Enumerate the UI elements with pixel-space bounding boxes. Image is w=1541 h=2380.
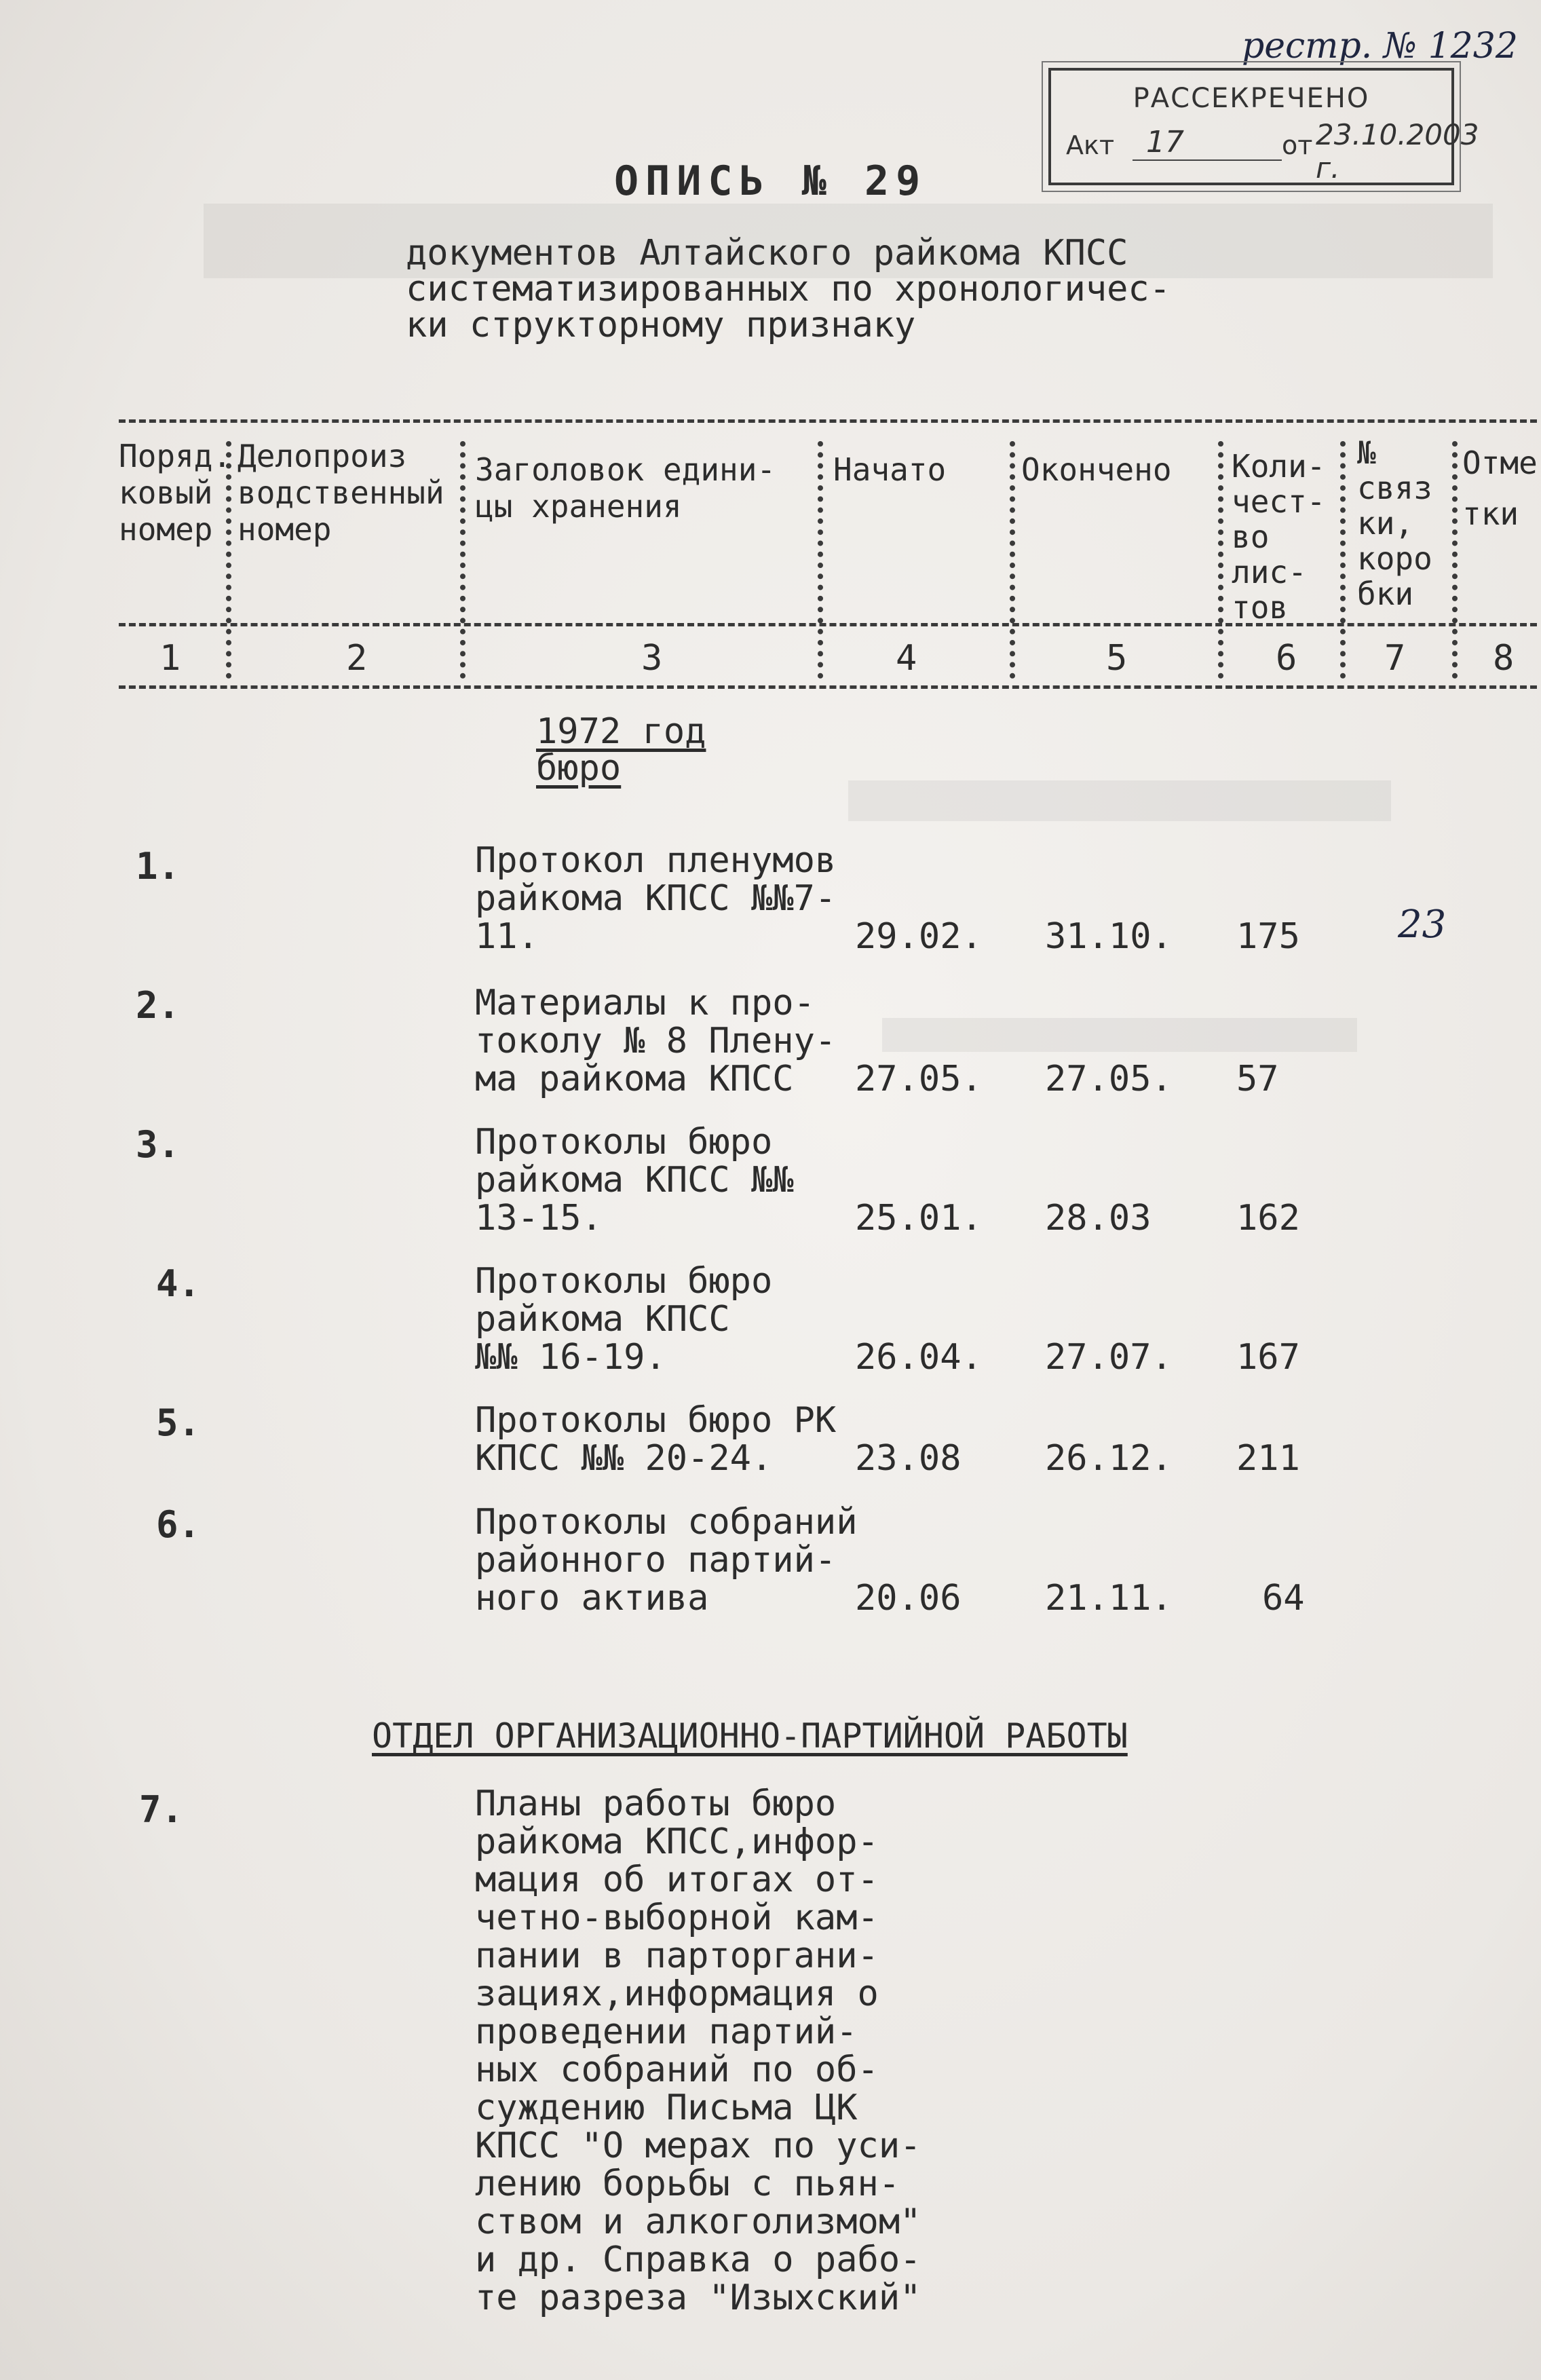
header-col6-line4: лис- [1232, 554, 1307, 590]
header-col6-line2: чест- [1232, 483, 1326, 520]
column-number: 5 [1106, 638, 1128, 679]
column-number: 2 [346, 638, 368, 679]
column-number: 8 [1493, 638, 1515, 679]
declassified-stamp [1048, 68, 1479, 185]
row-number: 7. [139, 1788, 184, 1831]
row-title-line: мация об итогах от- [475, 1859, 879, 1900]
header-col8-line2: тки [1462, 495, 1519, 532]
row-number: 3. [136, 1123, 180, 1166]
header-col2-line1: Делопроиз [237, 438, 407, 474]
stamp-act-label: Акт [1066, 130, 1115, 160]
header-mid-rule [119, 623, 1537, 626]
row-title-line: пании в парторгани- [475, 1935, 879, 1976]
row-title-line: те разреза "Изыхский" [475, 2278, 921, 2318]
column-number: 7 [1384, 638, 1406, 679]
header-col7-line2: связ [1357, 470, 1432, 506]
year-heading: 1972 год [536, 711, 706, 752]
row-start-date: 20.06 [855, 1578, 962, 1619]
row-sheet-count: 64 [1262, 1578, 1305, 1619]
subtitle-line-2: систематизированных по хронологичес- [406, 269, 1171, 309]
row-title-line: Протокол пленумов [475, 840, 837, 881]
row-note: 23 [1398, 903, 1447, 947]
section-bureau: бюро [536, 748, 622, 789]
header-col1-line3: номер [119, 511, 213, 548]
row-title-line: КПСС №№ 20-24. [475, 1438, 773, 1479]
subtitle-line-1: документов Алтайского райкома КПСС [406, 233, 1128, 273]
row-title-line: 13-15. [475, 1198, 603, 1239]
row-end-date: 31.10. [1045, 916, 1173, 957]
column-separator [1340, 441, 1346, 679]
row-title-line: №№ 16-19. [475, 1337, 666, 1378]
header-col7-line4: коро [1357, 540, 1432, 577]
row-title-line: проведении партий- [475, 2011, 858, 2052]
row-title-line: лению борьбы с пьян- [475, 2164, 900, 2204]
row-title-line: Протоколы бюро РК [475, 1400, 837, 1441]
header-bottom-rule [119, 685, 1537, 689]
header-col7-line1: № [1357, 434, 1376, 471]
row-number: 1. [136, 845, 180, 888]
row-sheet-count: 162 [1236, 1198, 1300, 1239]
header-col7-line5: бки [1357, 575, 1414, 612]
header-col8-line1: Отме [1462, 445, 1538, 481]
section-org-heading: ОТДЕЛ ОРГАНИЗАЦИОННО-ПАРТИЙНОЙ РАБОТЫ [372, 1716, 1128, 1756]
header-col2-line2: водственный [237, 474, 444, 511]
stamp-act-number: 17 [1133, 125, 1282, 161]
column-number: 1 [159, 638, 181, 679]
row-start-date: 27.05. [855, 1059, 983, 1099]
row-title-line: районного партий- [475, 1540, 837, 1581]
registration-note: рестр. № 1232 [1242, 26, 1518, 67]
row-start-date: 29.02. [855, 916, 983, 957]
header-col1-line1: Поряд. [119, 438, 232, 474]
row-start-date: 23.08 [855, 1438, 962, 1479]
bleed-through-band [882, 1018, 1357, 1052]
column-separator [1218, 441, 1223, 679]
header-col2-line3: номер [237, 511, 332, 548]
column-separator [226, 441, 231, 679]
row-sheet-count: 167 [1236, 1337, 1300, 1378]
column-separator [460, 441, 465, 679]
row-title-line: суждению Письма ЦК [475, 2088, 858, 2128]
row-title-line: четно-выборной кам- [475, 1897, 879, 1938]
header-top-rule [119, 419, 1537, 423]
row-title-line: зациях,информация о [475, 1973, 879, 2014]
stamp-title: РАССЕКРЕЧЕНО [1133, 83, 1370, 114]
header-col6-line5: тов [1232, 589, 1289, 626]
row-title-line: Планы работы бюро [475, 1783, 837, 1824]
column-separator [818, 441, 823, 679]
row-title-line: Протоколы бюро [475, 1122, 773, 1163]
column-number: 4 [896, 638, 917, 679]
row-title-line: 11. [475, 916, 539, 957]
header-col5: Окончено [1021, 451, 1172, 488]
row-title-line: ством и алкоголизмом" [475, 2202, 921, 2242]
header-col3-line1: Заголовок едини- [475, 451, 776, 488]
row-start-date: 26.04. [855, 1337, 983, 1378]
row-end-date: 21.11. [1045, 1578, 1173, 1619]
row-title-line: Материалы к про- [475, 983, 815, 1023]
bleed-through-band [848, 780, 1391, 821]
page-title: ОПИСЬ № 29 [614, 157, 928, 205]
row-title-line: Протоколы бюро [475, 1261, 773, 1302]
column-number: 3 [641, 638, 663, 679]
row-title-line: райкома КПСС [475, 1299, 730, 1340]
row-title-line: райкома КПСС,инфор- [475, 1821, 879, 1862]
row-title-line: райкома КПСС №№ [475, 1160, 794, 1201]
row-end-date: 27.07. [1045, 1337, 1173, 1378]
row-number: 4. [156, 1262, 201, 1305]
row-sheet-count: 175 [1236, 916, 1300, 957]
header-col3-line2: цы хранения [475, 488, 682, 525]
row-title-line: ма райкома КПСС [475, 1059, 794, 1099]
row-number: 2. [136, 984, 180, 1027]
row-sheet-count: 57 [1236, 1059, 1279, 1099]
row-title-line: токолу № 8 Плену- [475, 1021, 837, 1061]
header-col7-line3: ки, [1357, 505, 1414, 542]
header-col1-line2: ковый [119, 474, 213, 511]
stamp-date-value: 23.10.2003 г. [1316, 118, 1479, 185]
row-title-line: Протоколы собраний [475, 1502, 858, 1543]
stamp-date-label: от [1282, 130, 1313, 160]
row-title-line: ного актива [475, 1578, 709, 1619]
column-number: 6 [1276, 638, 1297, 679]
subtitle-line-3: ки структорному признаку [406, 305, 916, 345]
row-title-line: райкома КПСС №№7- [475, 878, 837, 919]
column-separator [1010, 441, 1015, 679]
row-end-date: 28.03 [1045, 1198, 1152, 1239]
header-col4: Начато [833, 451, 947, 488]
row-number: 6. [156, 1503, 201, 1546]
row-title-line: КПСС "О мерах по уси- [475, 2126, 921, 2166]
row-title-line: и др. Справка о рабо- [475, 2240, 921, 2280]
row-end-date: 27.05. [1045, 1059, 1173, 1099]
header-col6-line1: Коли- [1232, 448, 1326, 485]
row-title-line: ных собраний по об- [475, 2050, 879, 2090]
header-col6-line3: во [1232, 518, 1270, 555]
row-sheet-count: 211 [1236, 1438, 1300, 1479]
row-start-date: 25.01. [855, 1198, 983, 1239]
column-separator [1452, 441, 1458, 679]
row-number: 5. [156, 1401, 201, 1444]
row-end-date: 26.12. [1045, 1438, 1173, 1479]
